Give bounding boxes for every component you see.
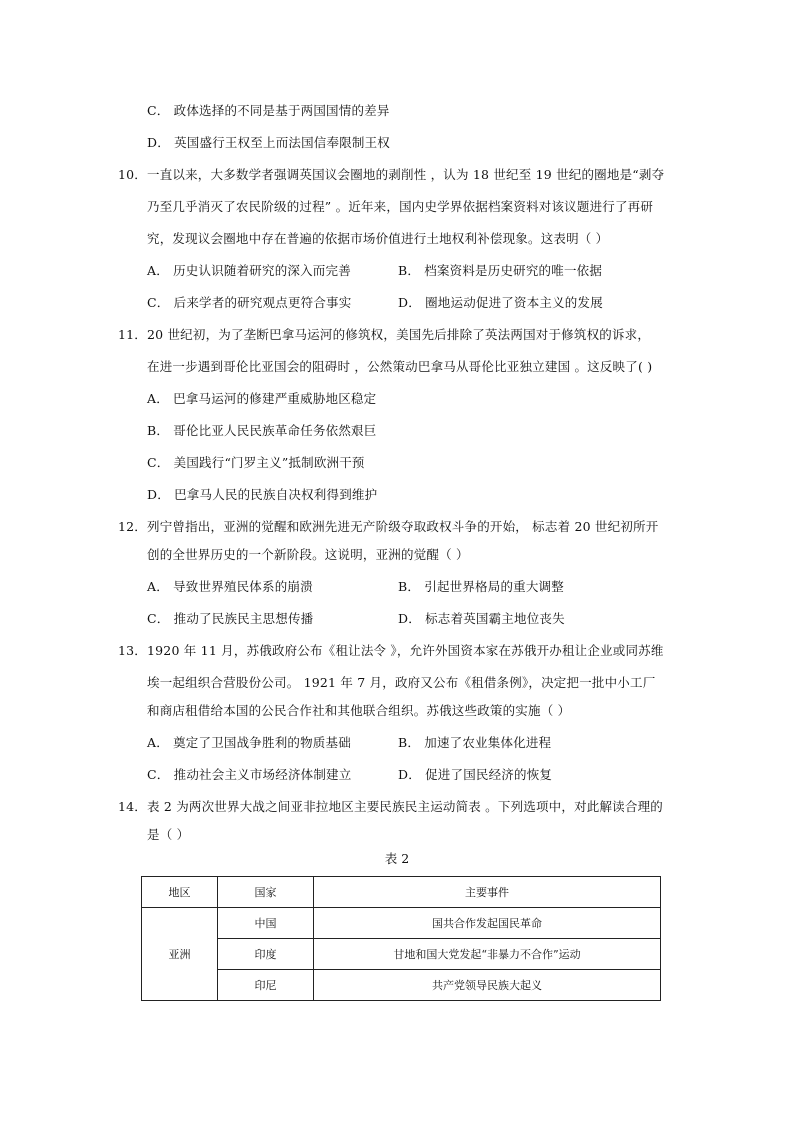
event-cell: 甘地和国大党发起“非暴力不合作”运动	[314, 939, 661, 970]
q11-option-b: B． 哥伦比亚人民民族革命任务依然艰巨	[147, 423, 377, 438]
q10-option-a: A． 历史认识随着研究的深入而完善	[147, 263, 351, 278]
q12-option-a: A． 导致世界殖民体系的崩溃	[147, 579, 313, 594]
table-caption: 表 2	[384, 851, 410, 866]
q14-stem-line-1: 14．表 2 为两次世界大战之间亚非拉地区主要民族民主运动简表 。下列选项中，对此解读合理的	[118, 799, 663, 814]
q10-stem-line-1: 10．一直以来，大多数学者强调英国议会圈地的剥削性 ，认为 18 世纪至 19 世纪的圈地是“剥夺	[118, 167, 665, 182]
q10-stem-line-2: 乃至几乎消灭了农民阶级的过程” 。近年来，国内史学界依据档案资料对该议题进行了再研	[147, 199, 654, 214]
q11-stem-line-1: 11．20 世纪初，为了垄断巴拿马运河的修筑权，美国先后排除了英法两国对于修筑权的诉求，	[118, 327, 651, 342]
q13-stem-line-3: 和商店租借给本国的公民合作社和其他联合组织。苏俄这些政策的实施（ ）	[147, 703, 571, 718]
event-cell: 共产党领导民族大起义	[314, 970, 661, 1001]
q11-option-a: A． 巴拿马运河的修建严重威胁地区稳定	[147, 391, 377, 406]
q12-option-d: D． 标志着英国霸主地位丧失	[398, 611, 565, 626]
country-cell: 中国	[218, 908, 314, 939]
q10-option-b: B． 档案资料是历史研究的唯一依据	[398, 263, 603, 278]
q13-option-d: D． 促进了国民经济的恢复	[398, 767, 553, 782]
region-cell: 亚洲	[142, 908, 218, 1001]
table-row	[142, 970, 661, 1001]
table-2	[141, 876, 661, 1001]
q10-stem-line-3: 究，发现议会圈地中存在普遍的依据市场价值进行土地权利补偿现象。这表明（ ）	[147, 231, 609, 246]
country-cell: 印尼	[218, 970, 314, 1001]
q12-option-b: B． 引起世界格局的重大调整	[398, 579, 564, 594]
q12-stem-line-1: 12．列宁曾指出，亚洲的觉醒和欧洲先进无产阶级夺取政权斗争的开始， 标志着 20 世纪初所开	[118, 519, 659, 534]
table-header-row	[142, 877, 661, 908]
header-region: 地区	[142, 877, 218, 908]
q13-stem-line-2: 埃一起组织合营股份公司。 1921 年 7 月，政府又公布《租借条例》，决定把一批中小工厂	[147, 675, 656, 690]
q9-option-d: D． 英国盛行王权至上而法国信奉限制王权	[147, 135, 390, 150]
table-row	[142, 939, 661, 970]
q13-option-a: A． 奠定了卫国战争胜利的物质基础	[147, 735, 351, 750]
country-cell: 印度	[218, 939, 314, 970]
q10-option-d: D． 圈地运动促进了资本主义的发展	[398, 295, 603, 310]
q10-option-c: C． 后来学者的研究观点更符合事实	[147, 295, 352, 310]
header-event: 主要事件	[314, 877, 661, 908]
q11-stem-line-2: 在进一步遇到哥伦比亚国会的阻碍时 ，公然策动巴拿马从哥伦比亚独立建国 。这反映了( )	[147, 359, 653, 374]
q11-option-c: C． 美国践行“门罗主义”抵制欧洲干预	[147, 455, 365, 470]
event-cell: 国共合作发起国民革命	[314, 908, 661, 939]
q12-option-c: C． 推动了民族民主思想传播	[147, 611, 314, 626]
table-row	[142, 908, 661, 939]
q11-option-d: D． 巴拿马人民的民族自决权利得到维护	[147, 487, 378, 502]
q13-stem-line-1: 13．1920 年 11 月，苏俄政府公布《租让法令 》，允许外国资本家在苏俄开办租让企业或同苏维	[118, 643, 664, 658]
q12-stem-line-2: 创的全世界历史的一个新阶段。这说明，亚洲的觉醒（ ）	[147, 547, 469, 562]
q13-option-b: B． 加速了农业集体化进程	[398, 735, 552, 750]
q9-option-c: C． 政体选择的不同是基于两国国情的差异	[147, 103, 390, 118]
q13-option-c: C． 推动社会主义市场经济体制建立	[147, 767, 352, 782]
header-country: 国家	[218, 877, 314, 908]
q14-stem-line-2: 是（ ）	[147, 827, 190, 842]
